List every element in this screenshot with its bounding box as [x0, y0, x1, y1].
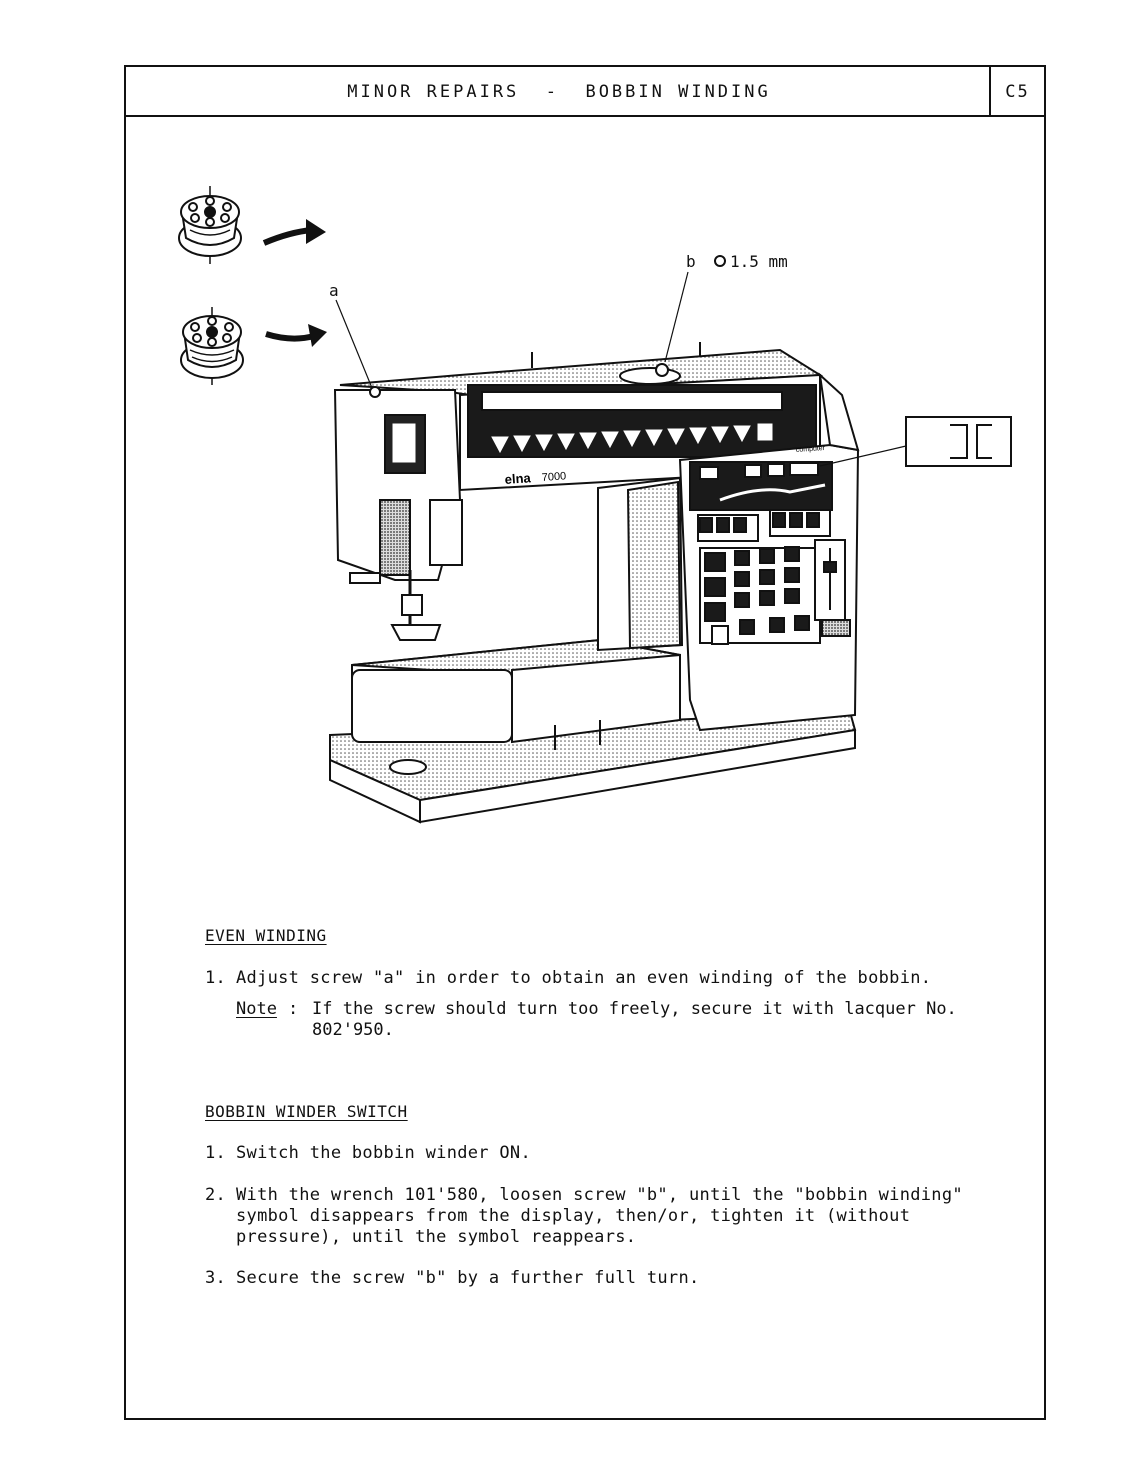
panel-label: computer	[795, 444, 826, 454]
list-text: With the wrench 101'580, loosen screw "b", until the "bobbin winding" symbol disappears from the display, then/or, tighten it (without pressure), until the symbol reappears.	[236, 1185, 963, 1247]
label-b-size: 1.5 mm	[730, 252, 788, 271]
note-label: Note	[236, 999, 277, 1019]
list-number: 3.	[205, 1268, 227, 1288]
list-number: 1.	[205, 1143, 227, 1163]
list-text: Switch the bobbin winder ON.	[236, 1143, 531, 1163]
section-title-bobbin-winder-switch: BOBBIN WINDER SWITCH	[205, 1102, 408, 1121]
diameter-icon	[715, 256, 725, 266]
arrow-1-icon	[264, 230, 312, 243]
list-number: 2.	[205, 1185, 227, 1205]
leader-b	[665, 272, 688, 362]
section-title-even-winding: EVEN WINDING	[205, 926, 327, 945]
label-a: a	[329, 281, 339, 300]
list-text: Secure the screw "b" by a further full turn.	[236, 1268, 700, 1288]
label-b: b	[686, 252, 696, 271]
note-separator: :	[288, 999, 299, 1019]
list-number: 1.	[205, 968, 227, 988]
machine-brand: elna	[504, 470, 532, 487]
page-code: C5	[989, 67, 1044, 115]
bobbin-uneven-icon	[179, 186, 241, 264]
page-title: MINOR REPAIRS - BOBBIN WINDING	[347, 82, 771, 102]
display-symbol-text: ⊐⊏	[1015, 480, 1017, 481]
arrow-2-icon	[266, 334, 314, 339]
note-text: If the screw should turn too freely, secure it with lacquer No. 802'950.	[312, 999, 957, 1040]
list-text: Adjust screw "a" in order to obtain an even winding of the bobbin.	[236, 968, 932, 988]
machine-model: 7000	[541, 470, 567, 484]
bobbin-even-icon	[181, 307, 243, 385]
leader-a	[336, 300, 372, 388]
